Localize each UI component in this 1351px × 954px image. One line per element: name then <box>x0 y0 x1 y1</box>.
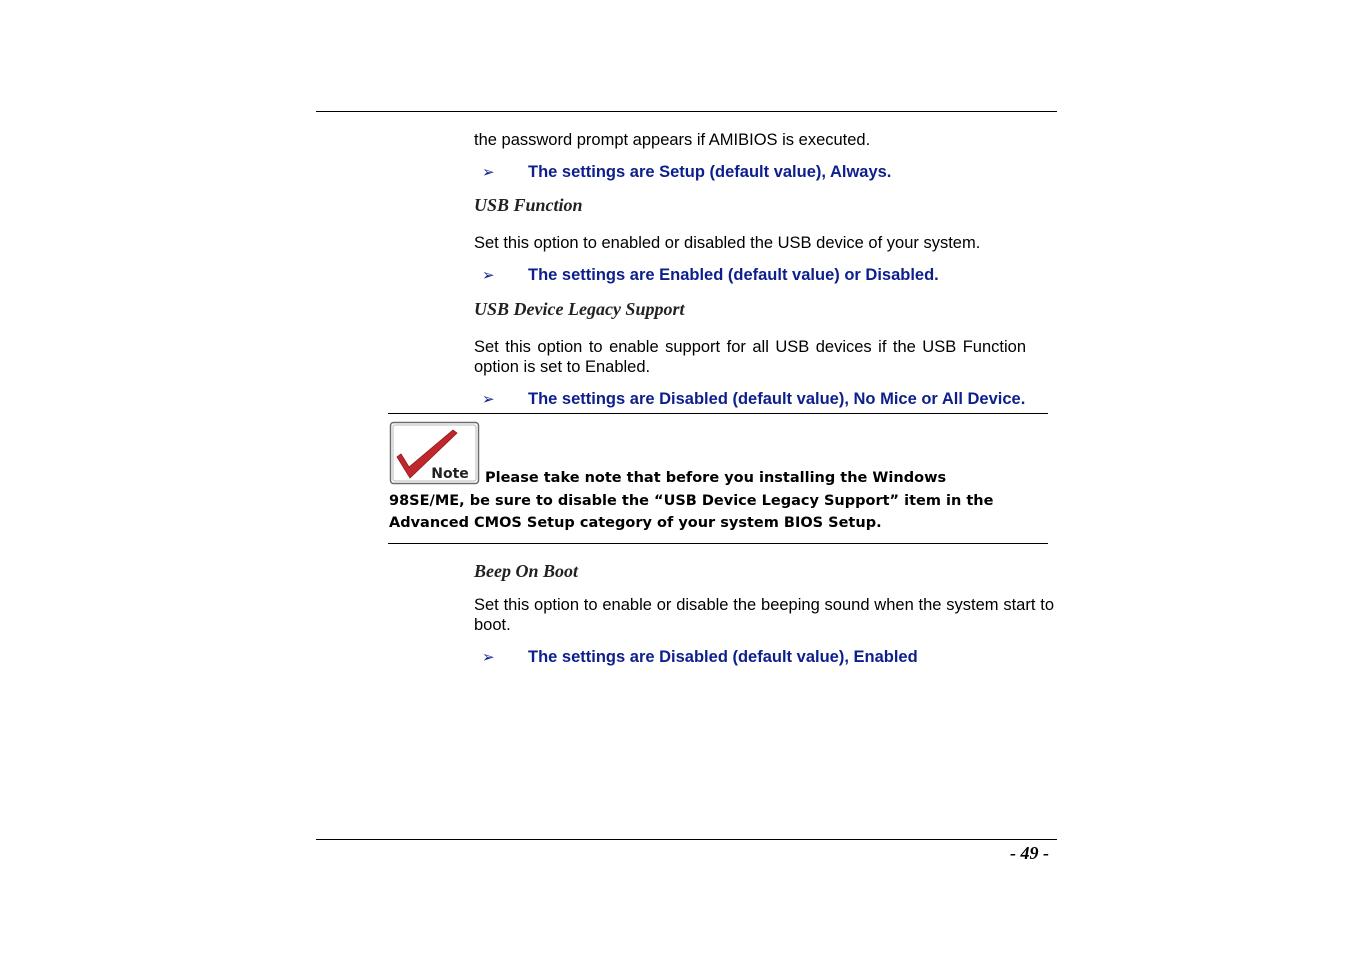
arrow-bullet-icon: ➢ <box>482 648 495 666</box>
arrow-bullet-icon: ➢ <box>482 163 495 181</box>
heading-beep-on-boot: Beep On Boot <box>474 561 579 581</box>
note-line-2: 98SE/ME, be sure to disable the “USB Device Legacy Support” item in the <box>389 493 994 509</box>
heading-usb-legacy: USB Device Legacy Support <box>474 299 685 319</box>
note-check-icon <box>389 421 480 485</box>
note-line-3: Advanced CMOS Setup category of your system BIOS Setup. <box>389 515 882 531</box>
intro-paragraph: the password prompt appears if AMIBIOS is executed. <box>474 131 871 149</box>
desc-usb-function: Set this option to enabled or disabled the USB device of your system. <box>474 234 981 252</box>
heading-usb-function: USB Function <box>474 195 583 215</box>
arrow-bullet-icon: ➢ <box>482 390 495 408</box>
desc-beep-on-boot: Set this option to enable or disable the beeping sound when the system start to boot. <box>474 596 1054 634</box>
note-bottom-rule <box>388 543 1048 544</box>
note-top-rule <box>388 413 1048 414</box>
desc-usb-legacy: Set this option to enable support for all USB devices if the USB Function option is set to Enabled. <box>474 338 1026 376</box>
header-rule <box>316 111 1057 112</box>
setting-text: The settings are Disabled (default value), Enabled <box>528 648 918 666</box>
footer-rule <box>316 839 1057 840</box>
note-line-1: Please take note that before you installing the Windows <box>485 470 947 486</box>
setting-text: The settings are Disabled (default value), No Mice or All Device. <box>528 390 1026 408</box>
note-icon-label: Note <box>431 466 469 482</box>
setting-text: The settings are Setup (default value), Always. <box>528 163 892 181</box>
arrow-bullet-icon: ➢ <box>482 266 495 284</box>
page-number: - 49 - <box>1010 843 1049 863</box>
setting-text: The settings are Enabled (default value) or Disabled. <box>528 266 939 284</box>
